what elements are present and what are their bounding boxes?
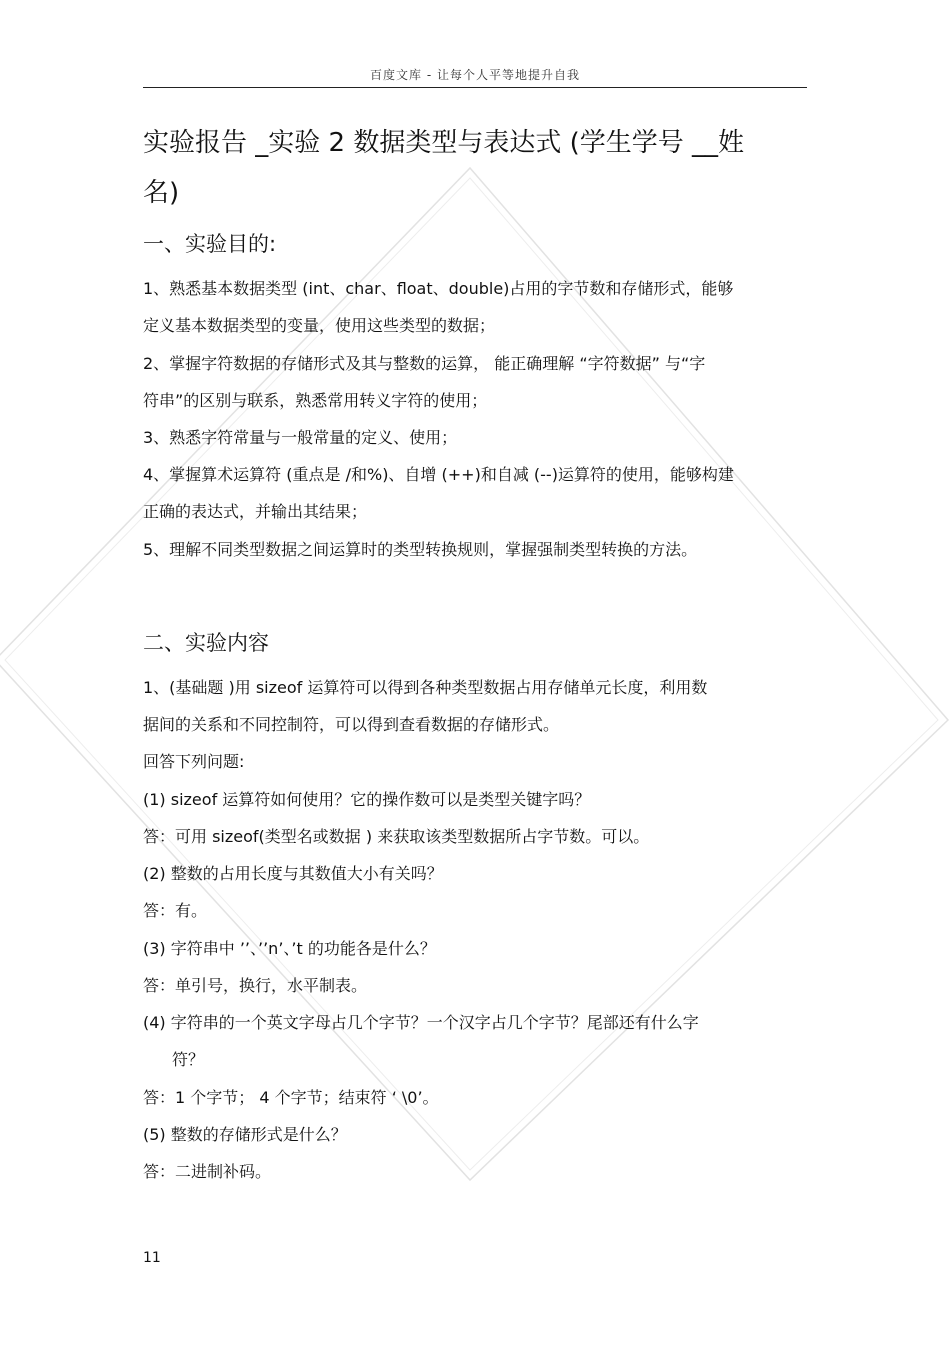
question-line-continued: 符？ xyxy=(172,1050,205,1069)
question-line: (2) 整数的占用长度与其数值大小有关吗？ xyxy=(143,864,443,883)
answer-line: 答：单引号，换行，水平制表。 xyxy=(143,976,368,995)
title-line-2: 名) xyxy=(143,178,180,208)
answer-line: 答：可用 sizeof(类型名或数据 ) 来获取该类型数据所占字节数。可以。 xyxy=(143,827,650,846)
answer-line: 答：1 个字节； 4 个字节；结束符 ‘ \0’。 xyxy=(143,1088,439,1107)
objective-line: 3、熟悉字符常量与一般常量的定义、使用； xyxy=(143,428,458,447)
content-line: 1、(基础题 )用 sizeof 运算符可以得到各种类型数据占用存储单元长度，利用数 xyxy=(143,678,708,697)
answer-line: 答：有。 xyxy=(143,901,208,920)
objective-line: 5、理解不同类型数据之间运算时的类型转换规则，掌握强制类型转换的方法。 xyxy=(143,540,698,559)
objective-line: 符串”的区别与联系，熟悉常用转义字符的使用； xyxy=(143,391,488,410)
objective-line: 定义基本数据类型的变量，使用这些类型的数据； xyxy=(143,316,496,335)
document-title xyxy=(143,118,807,218)
page-header: 百度文库 - 让每个人平等地提升自我 xyxy=(143,66,807,88)
answer-line: 答：二进制补码。 xyxy=(143,1162,272,1181)
section-heading-content: 二、实验内容 xyxy=(143,631,269,655)
objective-line: 4、掌握算术运算符 (重点是 /和%)、自增 (++)和自减 (--)运算符的使用，能够构建 xyxy=(143,465,734,484)
content-line: 据间的关系和不同控制符，可以得到查看数据的存储形式。 xyxy=(143,715,560,734)
page-number: 11 xyxy=(143,1250,161,1266)
objective-line: 1、熟悉基本数据类型 (int、char、float、double)占用的字节数和存储形式，能够 xyxy=(143,279,734,298)
title-line-1: 实验报告 _实验 2 数据类型与表达式 (学生学号 __姓 xyxy=(143,128,745,158)
question-line: (4) 字符串的一个英文字母占几个字节？一个汉字占几个字节？尾部还有什么字 xyxy=(143,1013,699,1032)
question-line: (1) sizeof 运算符如何使用？它的操作数可以是类型关键字吗？ xyxy=(143,790,591,809)
content-line: 回答下列问题: xyxy=(143,752,245,771)
objective-line: 正确的表达式，并输出其结果； xyxy=(143,502,368,521)
section-heading-objectives: 一、实验目的: xyxy=(143,232,277,256)
objective-line: 2、掌握字符数据的存储形式及其与整数的运算， 能正确理解 “字符数据” 与“字 xyxy=(143,354,706,373)
question-line: (5) 整数的存储形式是什么？ xyxy=(143,1125,347,1144)
question-line: (3) 字符串中 ’’、’’n’、’t 的功能各是什么？ xyxy=(143,939,436,958)
